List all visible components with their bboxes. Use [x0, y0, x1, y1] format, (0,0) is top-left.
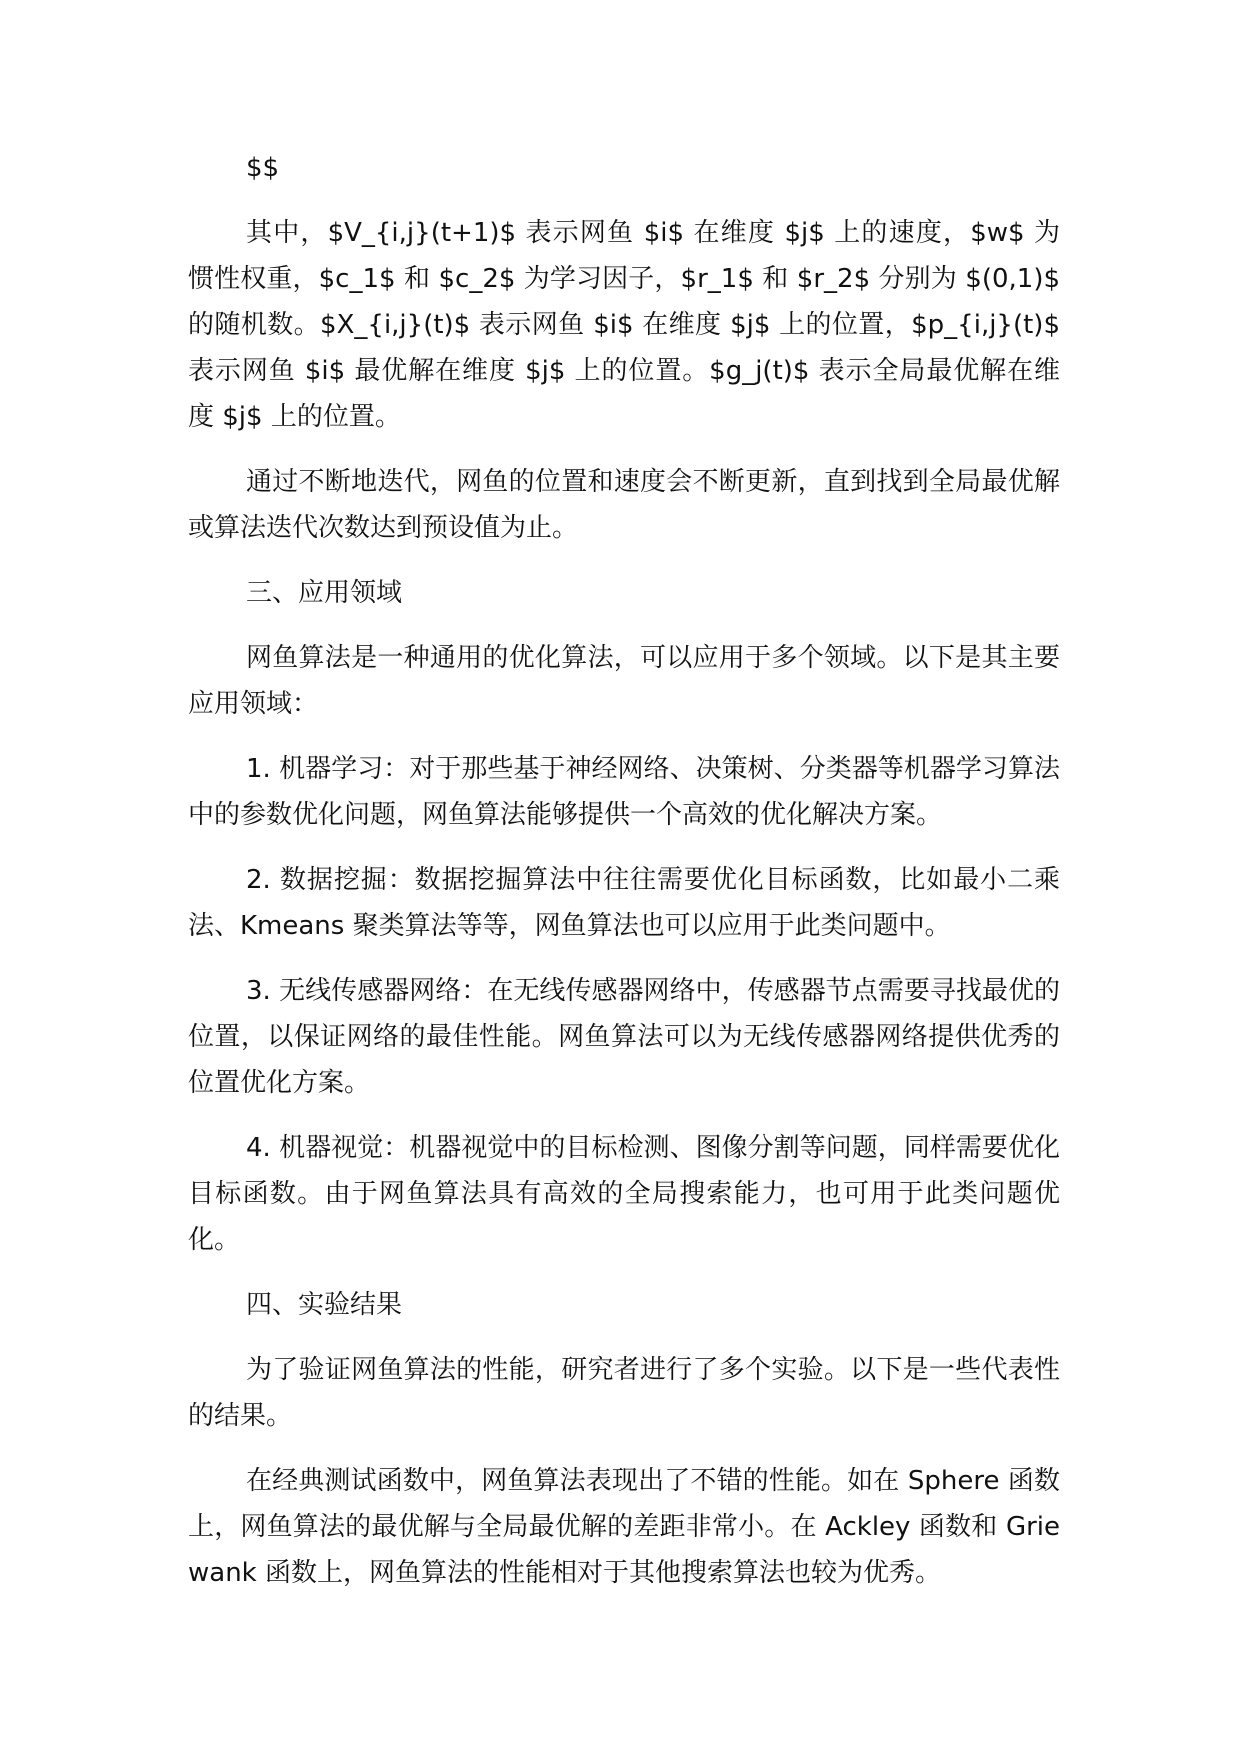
- document-body: [188, 145, 1060, 1596]
- paragraph-applications-intro: 网鱼算法是一种通用的优化算法，可以应用于多个领域。以下是其主要应用领域：: [188, 643, 1060, 719]
- paragraph-benchmark-results: 在经典测试函数中，网鱼算法表现出了不错的性能。如在 Sphere 函数上，网鱼算法的最优解与全局最优解的差距非常小。在 Ackley 函数和 Griewank 函数上，网鱼算法的性能相对于其他搜索算法也较为优秀。: [188, 1466, 1060, 1588]
- paragraph-experiments-intro: 为了验证网鱼算法的性能，研究者进行了多个实验。以下是一些代表性的结果。: [188, 1355, 1060, 1431]
- section-heading-applications: 三、应用领域: [246, 578, 403, 608]
- list-item-wireless-sensor-network: 3. 无线传感器网络：在无线传感器网络中，传感器节点需要寻找最优的位置，以保证网络的最佳性能。网鱼算法可以为无线传感器网络提供优秀的位置优化方案。: [188, 976, 1060, 1098]
- list-item-machine-vision: 4. 机器视觉：机器视觉中的目标检测、图像分割等问题，同样需要优化目标函数。由于网鱼算法具有高效的全局搜索能力，也可用于此类问题优化。: [188, 1133, 1060, 1255]
- section-heading-experiments: 四、实验结果: [246, 1290, 403, 1320]
- list-item-data-mining: 2. 数据挖掘：数据挖掘算法中往往需要优化目标函数，比如最小二乘法、Kmeans 聚类算法等等，网鱼算法也可以应用于此类问题中。: [188, 865, 1060, 941]
- formula-end-marker: $$: [246, 153, 280, 183]
- paragraph-iteration: 通过不断地迭代，网鱼的位置和速度会不断更新，直到找到全局最优解或算法迭代次数达到预设值为止。: [188, 467, 1060, 543]
- paragraph-variable-definitions: 其中，$V_{i,j}(t+1)$ 表示网鱼 $i$ 在维度 $j$ 上的速度，$w$ 为惯性权重，$c_1$ 和 $c_2$ 为学习因子，$r_1$ 和 $r_2$ 分别为 $(0,1)$ 的随机数。$X_{i,j}(t)$ 表示网鱼 $i$ 在维度 $j$ 上的位置，$p_{i,j}(t)$ 表示网鱼 $i$ 最优解在维度 $j$ 上的位置。$g_j(t)$ 表示全局最优解在维度 $j$ 上的位置。: [188, 218, 1060, 432]
- list-item-machine-learning: 1. 机器学习：对于那些基于神经网络、决策树、分类器等机器学习算法中的参数优化问题，网鱼算法能够提供一个高效的优化解决方案。: [188, 754, 1060, 830]
